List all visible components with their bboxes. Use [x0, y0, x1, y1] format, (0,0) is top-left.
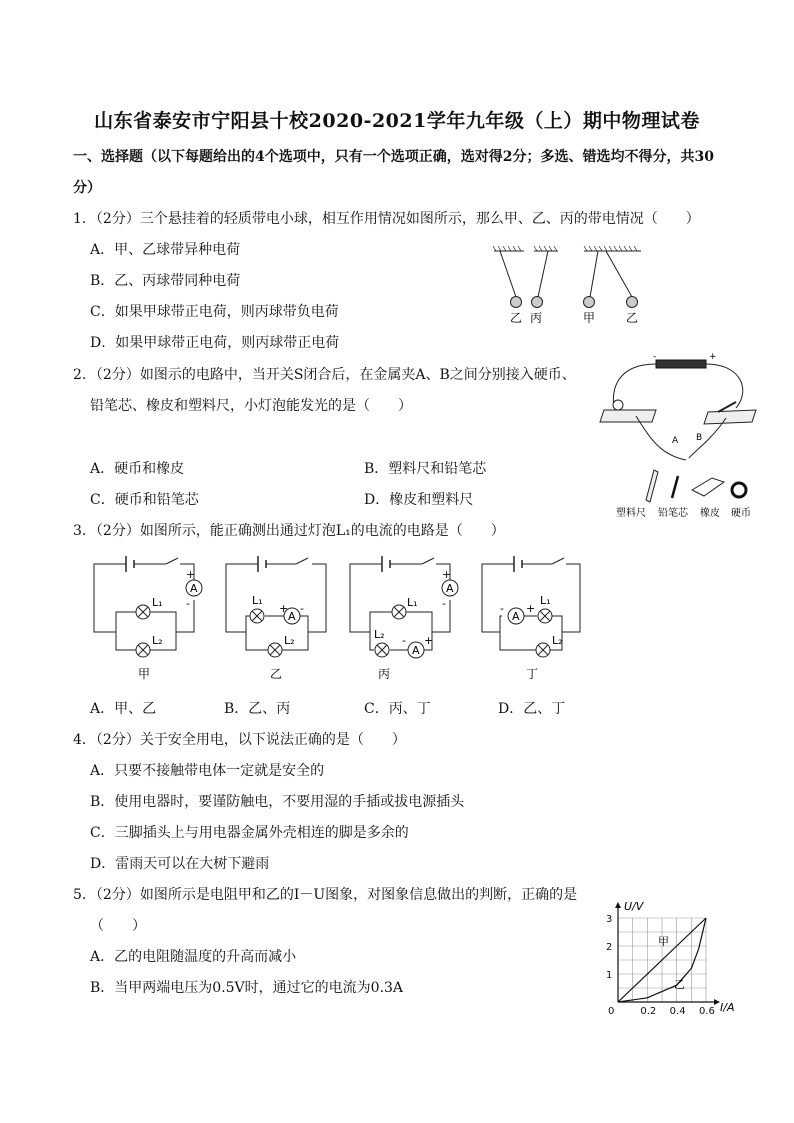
lamp-l2-label: L₂: [284, 634, 295, 647]
q2-option-c: C．硬币和铅笔芯: [90, 492, 199, 508]
q4-option-d: D．雷雨天可以在大树下避雨: [90, 856, 270, 872]
q1-option-a: A．甲、乙球带异种电荷: [90, 242, 241, 258]
polarity-plus: +: [526, 602, 536, 615]
polarity-minus: -: [442, 597, 446, 610]
clip-b-label: B: [696, 433, 703, 443]
x-tick-label: 0.6: [699, 1006, 715, 1017]
lamp-l1-label: L₁: [252, 594, 263, 607]
q4-option-a: A．只要不接触带电体一定就是安全的: [90, 763, 325, 779]
x-tick-label: 0: [608, 1006, 615, 1017]
y-tick-label: 1: [606, 970, 613, 981]
polarity-minus: -: [186, 597, 190, 610]
q5-stem-line2: （ ）: [90, 918, 146, 934]
q3-stem: 3．（2分）如图所示，能正确测出通过灯泡L₁的电流的电路是（ ）: [73, 523, 505, 539]
polarity-plus: +: [279, 602, 289, 615]
section-heading-line1: 一、选择题（以下每题给出的4个选项中，只有一个选项正确，选对得2分；多选、错选均不得分，共30: [73, 149, 714, 165]
ammeter-symbol: A: [512, 610, 520, 623]
polarity-plus: +: [186, 568, 196, 581]
q1-ball-label: 乙: [626, 311, 639, 325]
circuit-label: 丙: [378, 667, 391, 681]
clip-a-label: A: [672, 436, 679, 446]
ammeter-symbol: A: [288, 610, 296, 623]
q1-stem: 1．（2分）三个悬挂着的轻质带电小球，相互作用情况如图所示，那么甲、乙、丙的带电情况（ ）: [73, 211, 700, 227]
polarity-minus: -: [300, 602, 304, 615]
q1-hanging-balls-figure: [486, 245, 656, 325]
y-tick-label: 2: [606, 942, 613, 953]
section-heading-line2: 分）: [73, 180, 101, 196]
q1-option-d: D．如果甲球带正电荷，则丙球带正电荷: [90, 335, 340, 351]
q1-option-c: C．如果甲球带正电荷，则丙球带负电荷: [90, 304, 339, 320]
q2-option-b: B．塑料尺和铅笔芯: [364, 461, 487, 477]
q1-ball-label: 丙: [530, 311, 543, 325]
q1-option-b: B．乙、丙球带同种电荷: [90, 273, 241, 289]
q2-option-d: D．橡皮和塑料尺: [364, 492, 474, 508]
q4-option-b: B．使用电器时，要谨防触电，不要用湿的手插或拔电源插头: [90, 794, 465, 810]
y-tick-label: 3: [606, 914, 613, 925]
lamp-l2-label: L₂: [552, 634, 563, 647]
q5-stem-line1: 5．（2分）如图所示是电阻甲和乙的I－U图象，对图象信息做出的判断，正确的是: [73, 887, 578, 903]
paper-title: 山东省泰安市宁阳县十校2020-2021学年九年级（上）期中物理试卷: [94, 110, 700, 132]
circuit-label: 甲: [138, 667, 151, 681]
bulb-icon: [613, 400, 623, 410]
q3-circuits-figure: [86, 550, 606, 686]
q3-option-b: B．乙、丙: [224, 701, 291, 717]
ruler-icon: [646, 470, 658, 502]
battery-plus-label: +: [709, 352, 717, 362]
q5-option-b: B．当甲两端电压为0.5V时，通过它的电流为0.3A: [90, 980, 404, 996]
q2-item-label: 硬币: [731, 508, 751, 519]
x-tick-label: 0.2: [640, 1006, 657, 1017]
lamp-l2-label: L₂: [374, 628, 385, 641]
q4-option-c: C．三脚插头上与用电器金属外壳相连的脚是多余的: [90, 825, 409, 841]
lamp-l1-label: L₁: [152, 596, 163, 609]
polarity-minus: -: [402, 634, 406, 647]
q3-option-a: A．甲、乙: [90, 701, 157, 717]
q1-ball-label: 乙: [510, 311, 523, 325]
series-label-jia: 甲: [658, 935, 669, 948]
q2-item-label: 橡皮: [700, 508, 720, 519]
q2-item-label: 铅笔芯: [658, 508, 688, 519]
coin-icon: [732, 483, 746, 497]
q2-item-label: 塑料尺: [616, 508, 646, 519]
q5-option-a: A．乙的电阻随温度的升高而减小: [90, 949, 297, 965]
y-axis-label: U/V: [624, 900, 644, 913]
q3-option-c: C．丙、丁: [364, 701, 431, 717]
battery-minus-label: -: [653, 352, 657, 362]
q3-option-d: D．乙、丁: [498, 701, 566, 717]
ammeter-symbol: A: [412, 644, 420, 657]
q2-option-a: A．硬币和橡皮: [90, 461, 185, 477]
q2-circuit-figure: [596, 350, 762, 522]
eraser-icon: [692, 478, 724, 496]
ammeter-symbol: A: [446, 582, 454, 595]
q4-stem: 4．（2分）关于安全用电，以下说法正确的是（ ）: [73, 732, 406, 748]
q2-stem-line2: 铅笔芯、橡皮和塑料尺，小灯泡能发光的是（ ）: [90, 398, 412, 414]
circuit-label: 乙: [270, 667, 283, 681]
x-tick-label: 0.4: [669, 1006, 686, 1017]
q2-stem-line1: 2．（2分）如图示的电路中，当开关S闭合后，在金属夹A、B之间分别接入硬币、: [73, 367, 576, 383]
polarity-plus: +: [424, 634, 434, 647]
polarity-minus: -: [500, 602, 504, 615]
lamp-l2-label: L₂: [152, 634, 163, 647]
polarity-plus: +: [442, 568, 452, 581]
circuit-label: 丁: [526, 667, 539, 681]
q5-iu-chart: [596, 898, 748, 1022]
lamp-l1-label: L₁: [407, 596, 418, 609]
pencil-lead-icon: [672, 476, 678, 498]
series-label-yi: 乙: [674, 978, 685, 991]
q1-ball-label: 甲: [583, 311, 596, 325]
x-axis-label: I/A: [720, 1001, 735, 1014]
ammeter-symbol: A: [190, 582, 198, 595]
lamp-l1-label: L₁: [540, 594, 551, 607]
